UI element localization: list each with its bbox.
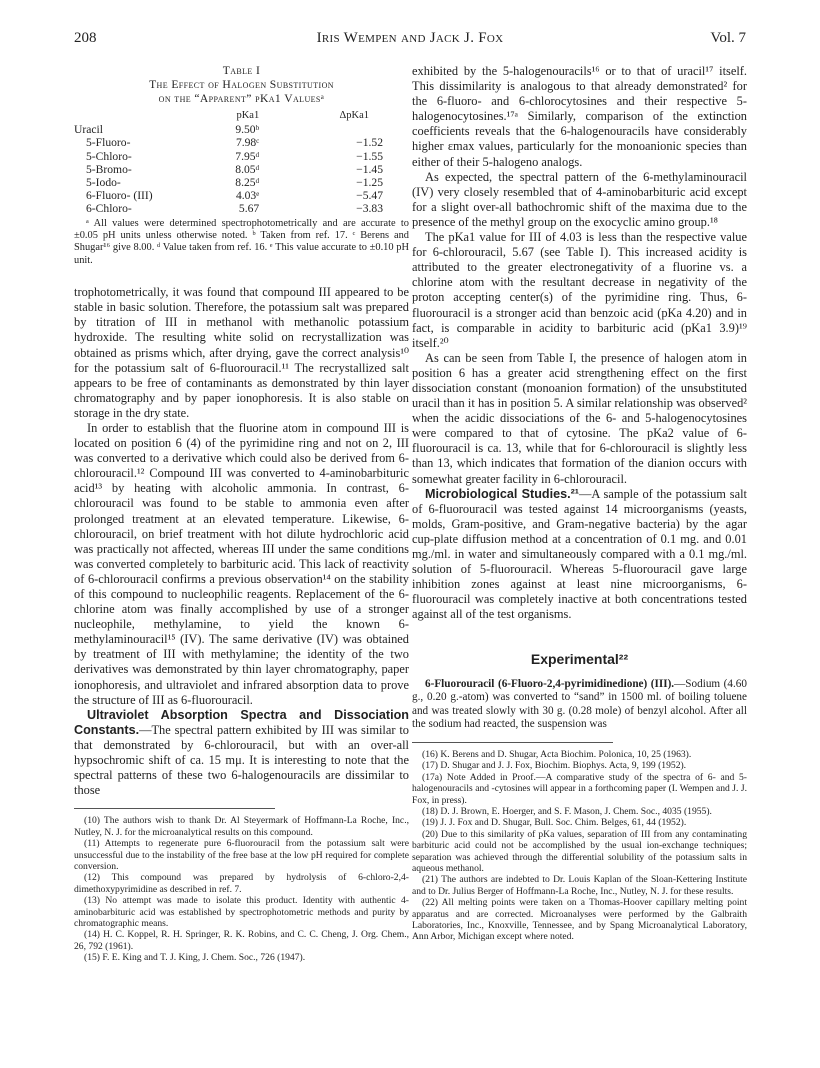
footnote: (13) No attempt was made to isolate this product. Identity with authentic 4-aminobarbituric acid was established by spectrophotometric methods and purity by chromatographic means. [74,895,409,929]
page-number: 208 [74,30,97,46]
section-head-uv: Ultraviolet Absorption Spectra and Dissociation Constants. [74,707,409,737]
footnote-rule [74,808,275,809]
running-authors: Iris Wempen and Jack J. Fox [316,30,504,46]
left-footnotes [74,815,409,963]
table-row [74,136,409,149]
experimental-paragraph [412,678,747,732]
right-column [412,64,747,943]
footnote: (12) This compound was prepared by hydrolysis of 6-chloro-2,4-dimethoxypyrimidine as described in ref. 7. [74,872,409,895]
table-row [74,163,409,176]
left-paragraph-1: trophotometrically, it was found that compound III appeared to be stable in basic solution. Therefore, the potassium salt was prepared by titration of III in methanol with methanolic potassium hydroxide. The resulting white solid on recrystallization was obtained as prisms which, after drying, gave the correct analysis¹⁰ for the potassium salt of 6-fluorouracil.¹¹ The recrystallized salt appears to be free of contaminants as demonstrated by thin layer chromatography and by paper ionophoresis. It is also stable on storage in the dry state. [74,285,409,420]
footnote: (18) D. J. Brown, E. Hoerger, and S. F. Mason, J. Chem. Soc., 4035 (1955). [422,805,712,817]
table-body [74,123,409,215]
compound-name: 6-Fluoro- (III) [86,189,153,203]
footnote: (16) K. Berens and D. Shugar, Acta Biochim. Polonica, 10, 25 (1963). [422,748,692,760]
footnote: (19) J. J. Fox and D. Shugar, Bull. Soc. Chim. Belges, 61, 44 (1952). [422,817,687,829]
pka-value: 8.05ᵈ [235,162,260,176]
experimental-body: —Sodium (4.60 g., 0.20 g.-atom) was converted to “sand” in 1500 ml. of boiling toluene and was treated slowly with 30 g. (0.28 mole) of benzyl alcohol. After all the sodium had reacted, the suspension was [412,677,747,731]
table-label: Table I [222,64,261,77]
pka-value: 9.50ᵇ [235,123,260,137]
right-paragraph-5 [412,487,747,623]
right-paragraph-2: As expected, the spectral pattern of the 6-methylaminouracil (IV) very closely resembled that of 4-aminobarbituric acid except for a slight over-all bathochromic shift of the maxima due to the presence of the methyl group on the exocyclic amino group.¹⁸ [412,169,747,229]
pka-value: 8.25ᵈ [235,175,260,189]
table-title-line-2: on the “Apparent” pKa1 Valuesᵃ [158,92,325,105]
right-paragraph-4: As can be seen from Table I, the presence of halogen atom in position 6 has a greater acid strengthening effect on the first dissociation constant (monoanion formation) of the unsubstituted uracil than it has in position 5. A similar relationship was observed² when the acidic dissociations of the 6- and 5-halogenocytosines were compared to that of cytosine. The pKa2 value of 6-fluorouracil is ca. 13, while that for 6-chlorouracil is slightly less than 13, which indicates that formation of the dianion occurs with somewhat greater facility in 6-chlorouracil. [412,350,747,486]
left-paragraph-3 [74,708,409,799]
table-row [74,123,409,136]
pka-table [74,108,409,216]
right-footnotes [412,749,747,943]
delta-pka-value: −1.55 [356,149,383,163]
compound-name: 5-Fluoro- [86,136,131,150]
col-header-pka: pKa1 [236,110,260,121]
delta-pka-value: −1.52 [356,136,383,150]
left-paragraph-3-body: —The spectral pattern exhibited by III was similar to that demonstrated by 6-chlorouracil, but with an over-all hypsochromic shift of ca. 15 mμ. It is interesting to note that the spectral patterns of these two 6-halogenouracils are dissimilar to those [74,722,409,798]
compound-name: 5-Chloro- [86,149,132,163]
right-paragraph-5-body: —A sample of the potassium salt of 6-fluorouracil was tested against 14 microorganisms (yeasts, molds, Gram-positive, and Gram-negative bacteria) by the agar cup-plate diffusion method at a concentration of 0.1 mg. and 0.01 mg./ml. in water and simultaneously compared with a 0.1 mg./ml. solution of 5-fluorouracil. Whereas 5-fluorouracil gave large inhibition zones against at least nine microorganisms, 6-fluorouracil was completely inactive at both concentrations tested against all of the test organisms. [412,486,747,622]
table-row [74,189,409,202]
table-caption [74,64,409,106]
left-paragraph-2: In order to establish that the fluorine atom in compound III is located on position 6 (4) of the pyrimidine ring and not on 2, III was converted to a derivative which could also be derived from 6-chlorouracil.¹² Compound III was converted to 4-aminobarbituric acid¹³ by heating with alcoholic ammonia. In contrast, 6-chlorouracil was found to be stable to ammonia even after prolonged treatment at an elevated temperature. Likewise, 6-chlorouracil, on brief treatment with hot dilute hydrochloric acid was practically not affected, whereas III under the same conditions was converted completely to barbituric acid. This lack of reactivity of 6-chlorouracil confirms a previous observation¹⁴ on the stability of this compound to nucleophilic reagents. Replacement of the 6-chlorine atom was finally accomplished by use of a stronger nucleophile, methylamine, to yield the known 6-methylaminouracil¹⁵ (IV). The same derivative (IV) was obtained by treatment of III with methylamine; the identity of the two derivatives was demonstrated by thin layer chromatography, paper ionophoresis, and ultraviolet and infrared absorption data to prove the structure of III as 6-fluorouracil. [74,420,409,707]
footnote: (11) Attempts to regenerate pure 6-fluorouracil from the potassium salt were unsuccessful due to the instability of the free base at the low pH required for complete conversion. [74,838,409,872]
compound-name: 5-Iodo- [86,175,121,189]
footnote: (15) F. E. King and T. J. King, J. Chem. Soc., 726 (1947). [84,952,306,964]
volume-label: Vol. 7 [710,30,746,46]
delta-pka-value: −1.45 [356,162,383,176]
compound-name: 5-Bromo- [86,162,132,176]
running-header [74,30,746,52]
delta-pka-value: −5.47 [356,189,383,203]
compound-heading: 6-Fluorouracil (6-Fluoro-2,4-pyrimidinedione) (III). [425,677,675,690]
footnote: (17) D. Shugar and J. J. Fox, Biochim. Biophys. Acta, 9, 199 (1952). [422,760,687,772]
pka-value: 5.67 [238,202,260,216]
table-footnote: ᵃ All values were determined spectrophotometrically and are accurate to ±0.05 pH units unless otherwise noted. ᵇ Taken from ref. 17. ᶜ Berens and Shugar¹⁶ give 8.00. ᵈ Value taken from ref. 16. ᵉ This value accurate to ±0.10 pH unit. [74,217,409,266]
table-header-row [74,108,409,123]
section-head-micro: Microbiological Studies.²¹ [425,486,579,501]
delta-pka-value: −1.25 [356,175,383,189]
delta-pka-value [299,123,409,136]
footnote: (14) H. C. Koppel, R. H. Springer, R. K. Robins, and C. C. Cheng, J. Org. Chem., 26, 792 (1961). [74,929,409,952]
table-row [74,150,409,163]
footnote: (17a) Note Added in Proof.—A comparative study of the spectra of 6- and 5-halogenouracils and -cytosines will appear in a forthcoming paper (I. Wempen and J. J. Fox, in press). [412,771,747,806]
footnote: (20) Due to this similarity of pKa values, separation of III from any contaminating barbituric acid could not be accomplished by the usual ion-exchange techniques; separation was achieved through the differential solubility of the potassium salts in aqueous methanol. [412,828,747,874]
table-row [74,202,409,215]
delta-pka-value: −3.83 [356,202,383,216]
right-paragraph-3: The pKa1 value for III of 4.03 is less than the respective value for 6-chlorouracil, 5.67 (see Table I). This increased acidity is attributed to the greater electronegativity of a fluorine vs. a chlorine atom with the resultant decrease in negativity of the proton accepting center(s) of the pyrimidine ring. Thus, 6-fluorouracil is a stronger acid than benzoic acid (pKa 4.20) and in fact, is comparable in acidity to barbituric acid (pKa1 3.9)¹⁹ itself.²⁰ [412,230,747,350]
experimental-heading: Experimental²² [530,651,629,668]
pka-value: 7.98ᶜ [235,136,260,150]
pka-value: 7.95ᵈ [235,149,260,163]
right-paragraph-1: exhibited by the 5-halogenouracils¹⁶ or to that of uracil¹⁷ itself. This dissimilarity is analogous to that already demonstrated² for the 6-fluoro- and 6-chlorocytosines and their respective 5-halogenocytosines.¹⁷ᵃ Similarly, comparison of the extinction coefficients reveals that the 6-halogenouracils have considerably higher εmax values, particularly for the monoanionic species than either of their 5-halogeno analogs. [412,64,747,169]
footnote-rule-right [412,742,613,743]
col-header-delta: ΔpKa1 [339,110,369,121]
compound-name: 6-Chloro- [86,202,132,216]
footnote: (10) The authors wish to thank Dr. Al Steyermark of Hoffmann-La Roche, Inc., Nutley, N. J. for the microanalytical results on this compound. [74,815,409,838]
pka-value: 4.03ᵉ [235,189,260,203]
compound-name: Uracil [74,123,103,137]
table-title-line-1: The Effect of Halogen Substitution [149,78,334,91]
left-column [74,64,409,964]
footnote: (21) The authors are indebted to Dr. Louis Kaplan of the Sloan-Kettering Institute and to Dr. Julius Berger of Hoffmann-La Roche, Inc., Nutley, N. J. for these results. [412,874,747,897]
footnote: (22) All melting points were taken on a Thomas-Hoover capillary melting point apparatus and are corrected. Microanalyses were performed by the Galbraith Laboratories, Inc., Knoxville, Tennessee, and by Spang Microanalytical Laboratory, Ann Arbor, Michigan except where noted. [412,897,747,943]
table-row [74,176,409,189]
